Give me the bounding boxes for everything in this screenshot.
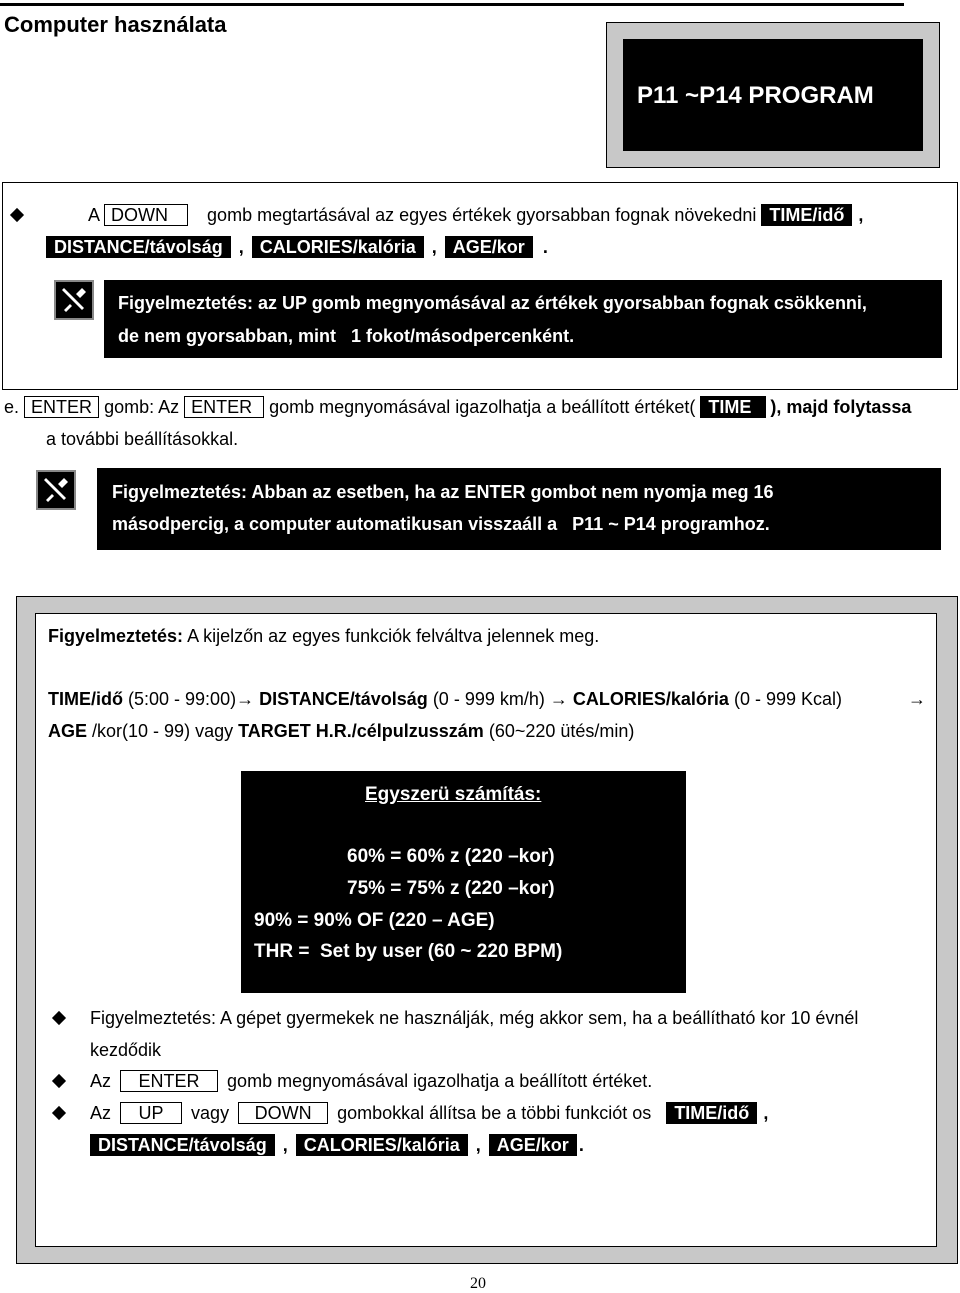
program-title: P11 ~P14 PROGRAM	[637, 82, 874, 109]
warning-1-line-1: Figyelmeztetés: az UP gomb megnyomásával az értékek gyorsabban fognak csökkenni,	[118, 293, 867, 313]
tag-time: TIME	[700, 396, 766, 418]
page-number: 20	[470, 1275, 486, 1292]
calories-label: CALORIES/kalória	[572, 689, 729, 709]
calculation-line: 60% = 60% z (220 –kor)	[347, 846, 555, 867]
text: ), majd folytassa	[770, 397, 912, 417]
warning-1-line-2: de nem gyorsabban, mint 1 fokot/másodpercenként.	[118, 326, 575, 346]
text: gomb megtartásával az egyes értékek gyorsabban fognak növekedni	[207, 205, 757, 225]
tag-distance: DISTANCE/távolság	[90, 1134, 275, 1156]
tag-time: TIME/idő	[666, 1102, 757, 1124]
period: .	[578, 1135, 584, 1155]
display-warning	[48, 625, 599, 647]
arrow-icon: →	[549, 689, 568, 709]
section-1-line-1	[88, 204, 863, 226]
comma: ,	[475, 1135, 481, 1155]
calculation-line: 90% = 90% OF (220 – AGE)	[254, 910, 495, 931]
arrow-icon: →	[908, 689, 926, 709]
text: Az	[90, 1071, 112, 1091]
bullet-3-line-1	[90, 1102, 768, 1124]
function-cycle-line-1	[48, 688, 842, 710]
comma: ,	[858, 205, 864, 225]
comma: ,	[431, 237, 437, 257]
distance-label: DISTANCE/távolság	[259, 689, 428, 709]
warning-text: A kijelzőn az egyes funkciók felváltva jelennek meg.	[187, 626, 600, 646]
prefix: e.	[4, 397, 20, 417]
comma: ,	[282, 1135, 288, 1155]
text: A	[88, 205, 100, 225]
section-1-line-2	[46, 236, 548, 258]
text: gomb megnyomásával igazolhatja a beállított értéket(	[269, 397, 696, 417]
tag-age: AGE/kor	[489, 1134, 577, 1156]
warning-2-line-2: másodpercig, a computer automatikusan visszaáll a P11 ~ P14 programhoz.	[112, 514, 770, 534]
program-title-box	[606, 22, 940, 168]
wrench-icon	[54, 280, 94, 320]
target-label: TARGET H.R./célpulzusszám	[238, 721, 484, 741]
bullet-3-line-2	[90, 1134, 584, 1156]
comma: ,	[763, 1103, 769, 1123]
distance-range: (0 - 999 km/h)	[432, 689, 545, 709]
arrow-icon: →	[236, 689, 255, 709]
key-enter: ENTER	[24, 396, 99, 418]
comma: ,	[238, 237, 244, 257]
function-cycle-line-2	[48, 720, 634, 742]
bullet-1-line-2: kezdődik	[90, 1040, 162, 1060]
page-title: Computer használata	[4, 12, 227, 37]
tag-distance: DISTANCE/távolság	[46, 236, 231, 258]
target-range: (60~220 ütés/min)	[488, 721, 635, 741]
tag-time: TIME/idő	[761, 204, 852, 226]
calculation-line: 75% = 75% z (220 –kor)	[347, 878, 555, 899]
text: Az	[90, 1103, 112, 1123]
key-enter: ENTER	[120, 1070, 218, 1092]
age-label: AGE	[48, 721, 88, 741]
calories-range: (0 - 999 Kcal)	[733, 689, 842, 709]
key-down: DOWN	[104, 204, 188, 226]
time-label: TIME/idő	[48, 689, 123, 709]
text: vagy	[191, 1103, 230, 1123]
text: gombokkal állítsa be a többi funkciót os	[337, 1103, 652, 1123]
calculation-line: THR = Set by user (60 ~ 220 BPM)	[254, 941, 563, 962]
bullet-2	[90, 1070, 652, 1092]
key-down: DOWN	[238, 1102, 328, 1124]
text: gomb megnyomásával igazolhatja a beállított értéket.	[227, 1071, 653, 1091]
key-enter: ENTER	[184, 396, 264, 418]
section-2-line-2: a további beállításokkal.	[46, 429, 239, 449]
period: .	[542, 237, 548, 257]
tag-calories: CALORIES/kalória	[296, 1134, 468, 1156]
warning-2-line-1: Figyelmeztetés: Abban az esetben, ha az ENTER gombot nem nyomja meg 16	[112, 482, 774, 502]
time-range: (5:00 - 99:00)	[128, 689, 237, 709]
calculation-title: Egyszerü számítás:	[365, 784, 542, 805]
warning-label: Figyelmeztetés:	[48, 626, 184, 646]
section-2-line-1	[4, 396, 911, 418]
bullet-1-line-1: Figyelmeztetés: A gépet gyermekek ne használják, még akkor sem, ha a beállítható kor 10 évnél	[90, 1008, 859, 1028]
text: gomb: Az	[104, 397, 180, 417]
age-range: /kor(10 - 99) vagy	[92, 721, 234, 741]
tag-calories: CALORIES/kalória	[252, 236, 424, 258]
key-up: UP	[120, 1102, 182, 1124]
top-rule	[0, 3, 904, 6]
wrench-icon	[36, 470, 76, 510]
tag-age: AGE/kor	[445, 236, 533, 258]
